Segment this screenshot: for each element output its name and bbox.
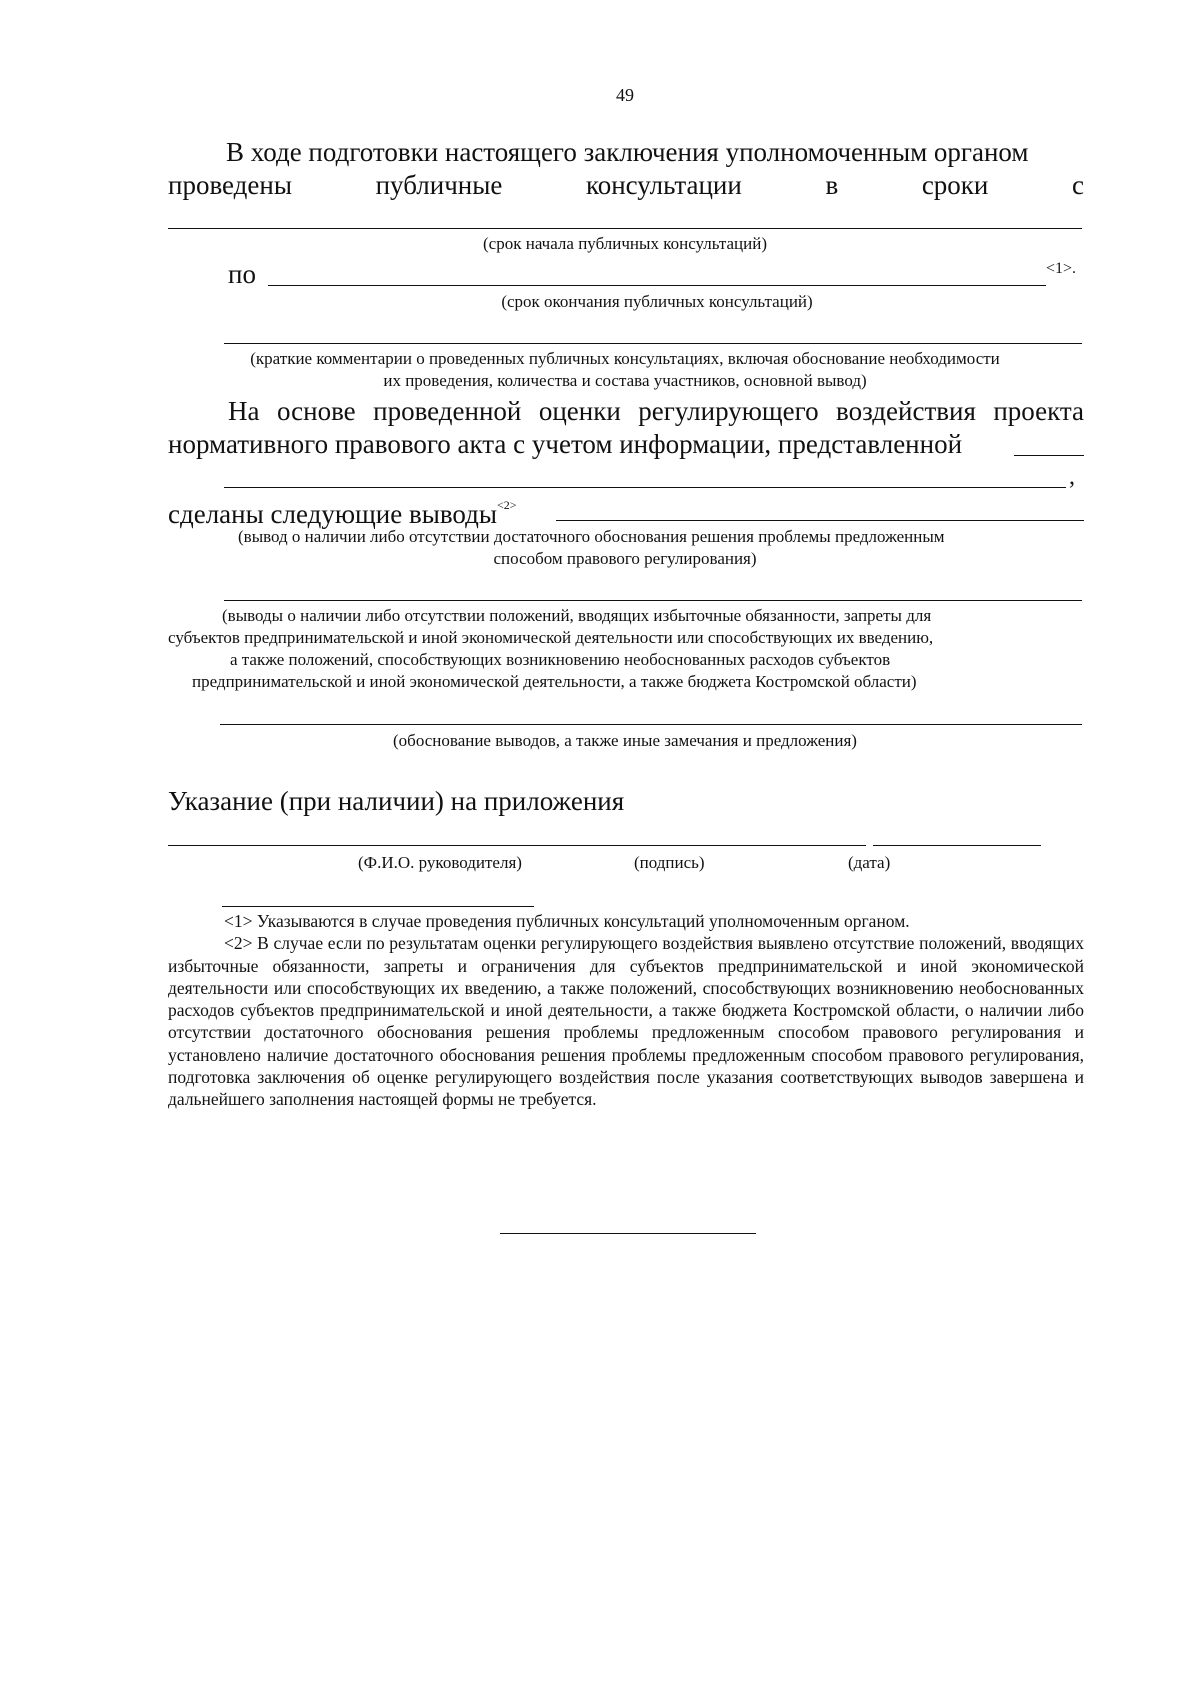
paragraph2-line1: На основе проведенной оценки регулирующего воздействия проекта: [228, 396, 1084, 426]
word: в: [825, 170, 839, 200]
paragraph1-line2: [168, 169, 1084, 201]
page-number: 49: [616, 85, 634, 105]
consult-start-blank[interactable]: [168, 228, 1082, 229]
consult-start-caption: (срок начала публичных консультаций): [483, 234, 767, 253]
footnote-2: <2> В случае если по результатам оценки регулирующего воздействия выявлено отсутствие положений, вводящих избыточные обязанности, запреты и ограничения для субъектов предпринимательской и иной экономической деятельности или способствующих их введению, а также положений, способствующих возникновению необоснованных расходов субъектов предпринимательской и иной деятельности, а также бюджета Костромской области, о наличии либо отсутствии достаточного обоснования решения проблемы предложенным способом правового регулирования и установлено наличие достаточного обоснования решения проблемы предложенным способом правового регулирования, подготовка заключения об оценке регулирующего воздействия после указания соответствующих выводов завершена и дальнейшего заполнения настоящей формы не требуется.: [168, 933, 1084, 1110]
word: консультации: [585, 170, 742, 200]
footnote-1: <1> Указываются в случае проведения публичных консультаций уполномоченным органом.: [224, 911, 910, 931]
date-caption: (дата): [848, 853, 891, 872]
comments-blank[interactable]: [224, 343, 1082, 344]
comments-caption-line2: их проведения, количества и состава участников, основной вывод): [383, 371, 867, 390]
conclusion-caption1-line2: способом правового регулирования): [493, 549, 757, 568]
end-rule: [500, 1233, 756, 1234]
conclusion-caption2-line4: предпринимательской и иной экономической деятельности, а также бюджета Костромской области): [192, 672, 917, 691]
provided-by-blank-2[interactable]: [224, 487, 1066, 488]
justification-blank[interactable]: [220, 724, 1082, 725]
comments-caption-line1: (краткие комментарии о проведенных публичных консультациях, включая обоснование необходимости: [250, 349, 1000, 368]
consult-end-caption: (срок окончания публичных консультаций): [501, 292, 813, 311]
footnote-separator: [222, 906, 534, 907]
word: сроки: [921, 170, 989, 200]
conclusions-label: сделаны следующие выводы: [168, 499, 498, 529]
word: с: [1072, 170, 1084, 200]
provided-by-blank[interactable]: [1014, 455, 1084, 456]
conclusion-caption1-line1: (вывод о наличии либо отсутствии достаточного обоснования решения проблемы предложенным: [238, 527, 945, 546]
footnote-mark-2: <2>: [497, 498, 517, 512]
comma: ,: [1069, 464, 1075, 490]
word: публичные: [375, 170, 503, 200]
attachments-label: Указание (при наличии) на приложения: [168, 786, 625, 816]
po-label: по: [228, 259, 256, 289]
conclusion-blank-2[interactable]: [224, 600, 1082, 601]
footnote-mark-1: <1>.: [1046, 260, 1077, 277]
sign-caption: (подпись): [634, 853, 705, 872]
conclusion-caption2-line2: субъектов предпринимательской и иной экономической деятельности или способствующих их введению,: [168, 628, 934, 647]
signature-date-blank[interactable]: [873, 845, 1041, 846]
paragraph2-line2: нормативного правового акта с учетом информации, представленной: [168, 429, 963, 459]
signature-name-blank[interactable]: [168, 845, 866, 846]
name-caption: (Ф.И.О. руководителя): [358, 853, 522, 872]
justification-caption: (обоснование выводов, а также иные замечания и предложения): [393, 731, 857, 750]
consult-end-blank[interactable]: [268, 285, 1046, 286]
conclusions-label-row: [168, 493, 517, 530]
conclusion-caption2-line3: а также положений, способствующих возникновению необоснованных расходов субъектов: [230, 650, 891, 669]
footnotes: [168, 910, 1084, 1111]
conclusion-blank-1[interactable]: [556, 520, 1084, 521]
word: проведены: [168, 170, 292, 200]
conclusion-caption2-line1: (выводы о наличии либо отсутствии положений, вводящих избыточные обязанности, запреты для: [222, 606, 932, 625]
paragraph1-line1: В ходе подготовки настоящего заключения уполномоченным органом: [226, 137, 1029, 167]
